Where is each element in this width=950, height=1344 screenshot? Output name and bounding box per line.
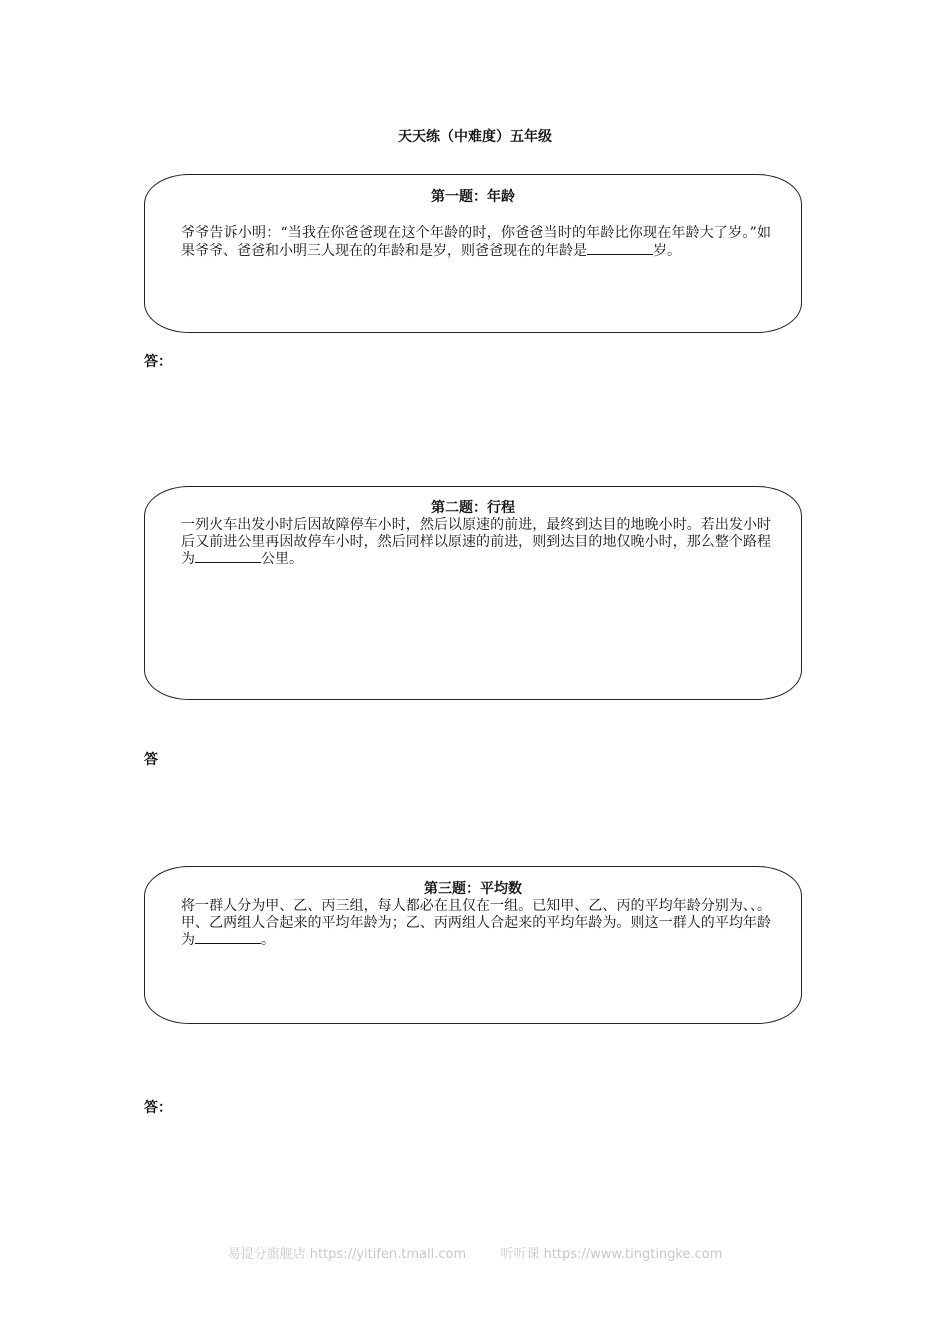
- answer-blank: [195, 931, 261, 944]
- question-text: [181, 225, 771, 259]
- question-text: [181, 517, 771, 568]
- question-box-age: [144, 174, 802, 333]
- question-box-travel: [144, 486, 802, 700]
- question-heading: 第二题：行程: [431, 500, 515, 516]
- answer-label: 答：: [144, 1100, 172, 1116]
- question-text: [181, 898, 771, 949]
- question-heading: 第一题：年龄: [431, 189, 515, 205]
- page-title: 天天练（中难度）五年级: [398, 129, 552, 145]
- footer-shop-name: 易提分旗舰店: [227, 1247, 306, 1262]
- question-heading: 第三题：平均数: [424, 881, 522, 897]
- footer-site-name: 听听课: [500, 1247, 540, 1262]
- answer-blank: [587, 242, 653, 255]
- question-text-part: 。: [261, 932, 275, 948]
- question-text-part: 一列火车出发小时后因故障停车小时，然后以原速的前进，最终到达目的地晚小时。若出发小时后又前进公里再因故停车小时，然后同样以原速的前进，则到达目的地仅晚小时，那么整个路程为: [181, 517, 771, 567]
- answer-blank: [195, 550, 261, 563]
- footer-shop-url[interactable]: https://yitifen.tmall.com: [309, 1247, 467, 1262]
- footer-site-url[interactable]: https://www.tingtingke.com: [543, 1247, 723, 1262]
- answer-label: 答：: [144, 354, 172, 370]
- question-text-part: 岁。: [653, 242, 681, 259]
- question-text-part: 将一群人分为甲、乙、丙三组，每人都必在且仅在一组。已知甲、乙、丙的平均年龄分别为、、。甲、乙两组人合起来的平均年龄为；乙、丙两组人合起来的平均年龄为。则这一群人的平均年龄为: [181, 898, 771, 948]
- footer-watermark: [0, 1246, 950, 1264]
- answer-label: 答: [144, 752, 158, 768]
- question-text-part: 公里。: [261, 551, 303, 567]
- question-text-part: 爷爷告诉小明：“当我在你爸爸现在这个年龄的时，你爸爸当时的年龄比你现在年龄大了岁。”如果爷爷、爸爸和小明三人现在的年龄和是岁，则爸爸现在的年龄是: [181, 225, 771, 259]
- question-box-average: [144, 866, 802, 1024]
